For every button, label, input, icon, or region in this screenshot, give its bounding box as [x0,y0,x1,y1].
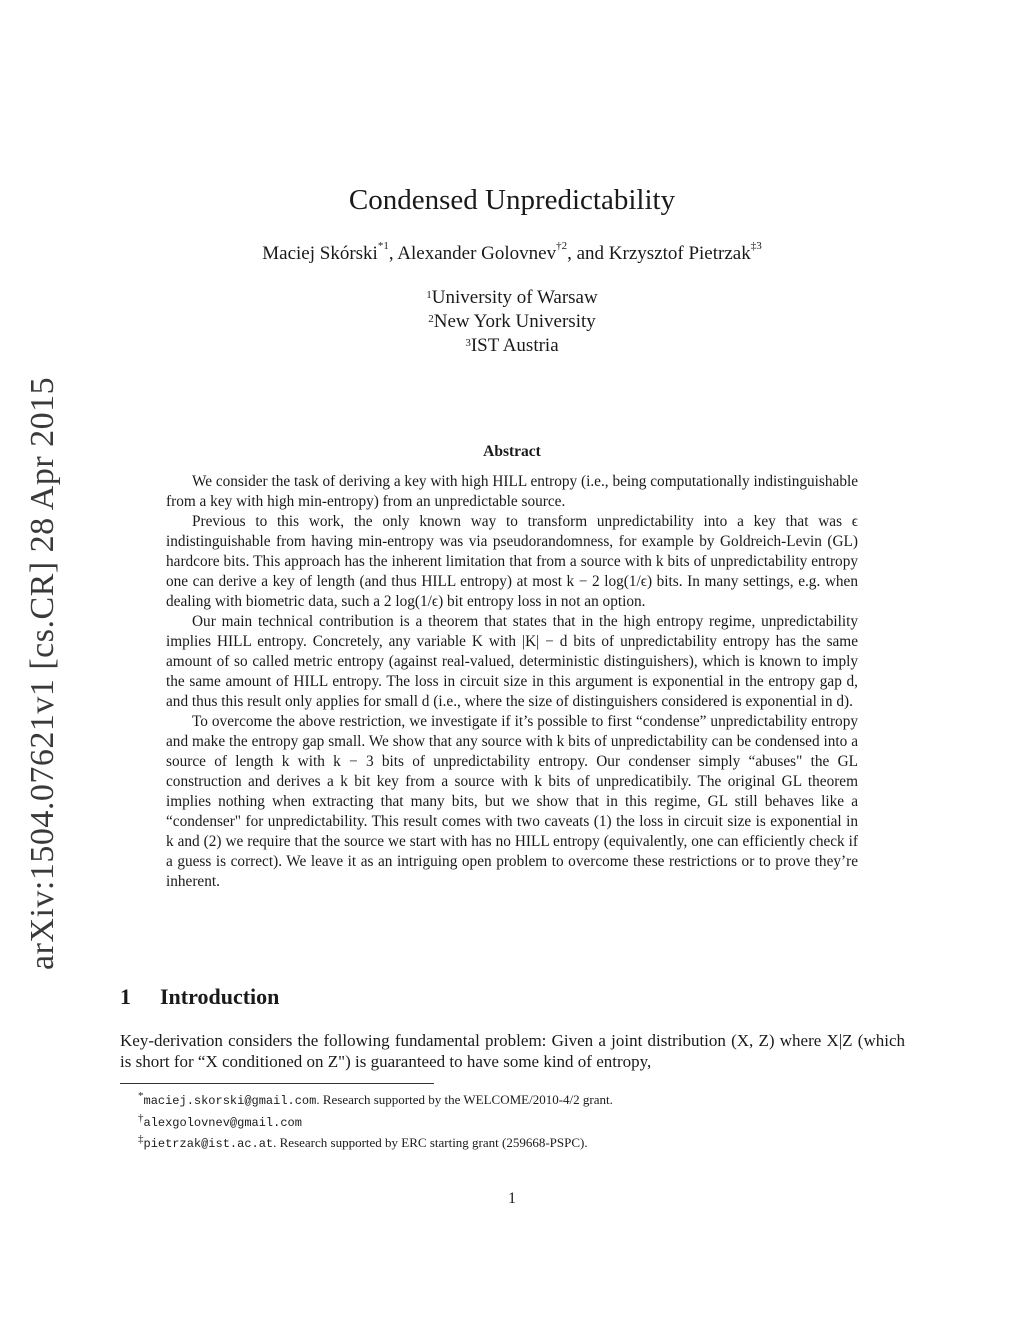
paper-title: Condensed Unpredictability [348,184,676,216]
footnote-email: alexgolovnev@gmail.com [143,1115,302,1130]
abstract-paragraph: Previous to this work, the only known way to transform unpredictability into a key that was ϵ indistinguishable from having min-entropy was via pseudorandomness, for example by Goldreich-Levin (GL) hardcore bits. This approach has the inherent limitation that from a source with k bits of unpredictability entropy one can derive a key of length (and thus HILL entropy) at most k − 2 log(1/ϵ) bits. In many settings, e.g. when dealing with biometric data, such a 2 log(1/ϵ) bit entropy loss in not an option. [166,513,858,610]
abstract-body [166,472,858,892]
affiliation-number: 2 [428,313,434,325]
author-list [0,240,1024,265]
footnote-email: maciej.skorski@gmail.com [143,1094,317,1108]
footnote-mark: † [138,1111,144,1124]
arxiv-identifier-stamp: arXiv:1504.07621v1 [cs.CR] 28 Apr 2015 [24,376,61,970]
author-separator: , and [567,243,609,264]
author-separator: , [388,243,398,264]
footnote [138,1112,898,1134]
footnote-list [138,1090,898,1155]
author-name: Alexander Golovnev [397,243,557,264]
affiliation-name: New York University [433,311,596,332]
page-number: 1 [508,1190,516,1207]
author-mark: †2 [556,240,568,252]
author-mark: ‡3 [750,240,762,252]
intro-paragraph: Key-derivation considers the following fundamental problem: Given a joint distribution (X, Z) where X|Z (which is short for “X conditioned on Z") is guaranteed to have some kind of entropy, [120,1031,905,1071]
author-mark: *1 [377,240,389,252]
abstract-heading: Abstract [483,443,541,460]
author-name: Maciej Skórski [262,243,378,264]
footnote-email: pietrzak@ist.ac.at [143,1137,274,1151]
section-number: 1 [120,984,131,1009]
footnote [138,1133,898,1155]
affiliation-name: University of Warsaw [431,287,598,308]
abstract-paragraph: Our main technical contribution is a theorem that states that in the high entropy regime, unpredictability implies HILL entropy. Concretely, any variable K with |K| − d bits of unpredictability entropy has the same amount of so called metric entropy (against real-valued, deterministic distinguishers), which is known to imply the same amount of HILL entropy. The loss in circuit size in this argument is exponential in the entropy gap d, and thus this result only applies for small d (i.e., where the size of distinguishers considered is exponential in d). [166,613,858,710]
footnote-mark: * [138,1090,144,1102]
affiliation-name: IST Austria [470,335,559,356]
affiliation [0,286,1024,310]
affiliation [0,310,1024,334]
footnote-mark: ‡ [138,1133,144,1145]
abstract-paragraph: To overcome the above restriction, we investigate if it’s possible to first “condense” unpredictability entropy and make the entropy gap small. We show that any source with k bits of unpredictability can be condensed into a source of length k with k − 3 bits of unpredictability entropy. Our condenser simply “abuses" the GL construction and derives a k bit key from a source with k bits of unpredicatibily. The original GL theorem implies nothing when extracting that many bits, but we show that in this regime, GL still behaves like a “condenser" for unpredictability. This result comes with two caveats (1) the loss in circuit size is exponential in k and (2) we require that the source we start with has no HILL entropy (equivalently, one can efficiently check if a guess is correct). We leave it as an intriguing open problem to overcome these restrictions or to prove they’re inherent. [166,713,858,890]
affiliation-number: 3 [465,337,471,349]
footnote [138,1090,898,1112]
footnote-text: . Research supported by ERC starting grant (259668-PSPC). [273,1135,588,1150]
section-title: Introduction [160,984,280,1009]
affiliation-number: 1 [426,289,432,301]
affiliation-list [0,286,1024,358]
author-name: Krzysztof Pietrzak [608,243,751,264]
footnote-rule [120,1083,434,1084]
footnote-text: . Research supported by the WELCOME/2010-4/2 grant. [316,1092,613,1107]
section-heading [120,984,279,1010]
abstract-paragraph: We consider the task of deriving a key with high HILL entropy (i.e., being computationally indistinguishable from a key with high min-entropy) from an unpredictable source. [166,473,859,510]
affiliation [0,334,1024,358]
